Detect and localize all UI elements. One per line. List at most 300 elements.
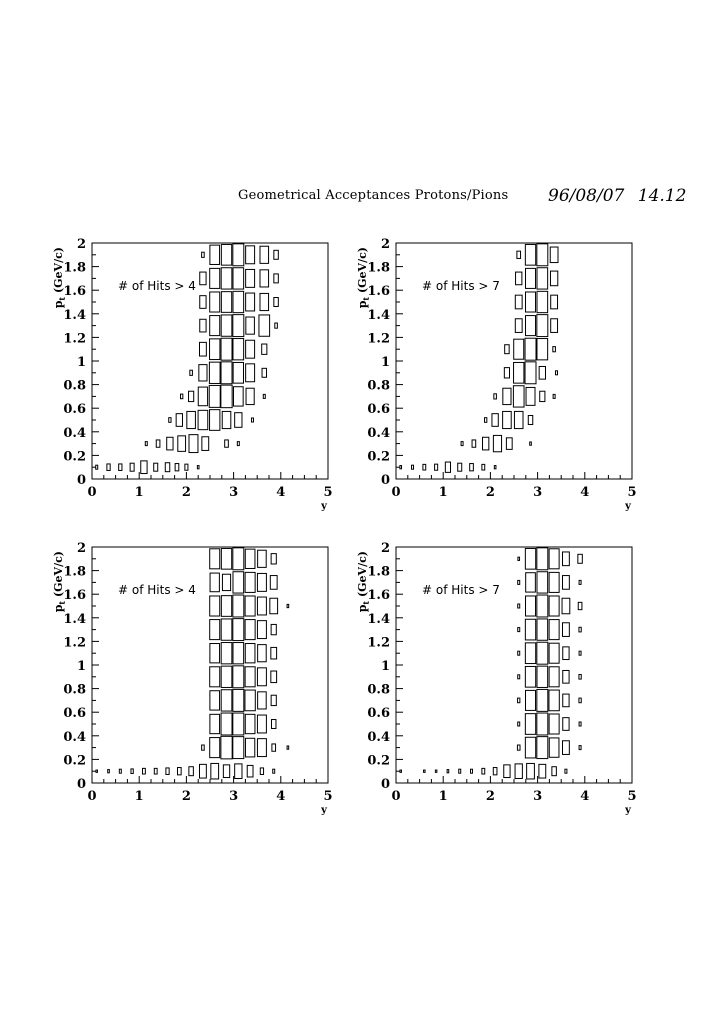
bin-box bbox=[537, 666, 548, 687]
bin-box bbox=[246, 388, 254, 404]
bin-box bbox=[221, 315, 232, 336]
bin-box bbox=[221, 713, 232, 735]
bin-box bbox=[200, 296, 206, 309]
bin-box bbox=[518, 628, 520, 632]
bin-box bbox=[459, 769, 461, 773]
bin-box bbox=[537, 268, 548, 289]
bin-box bbox=[210, 667, 220, 687]
bin-box bbox=[287, 746, 289, 749]
bin-box bbox=[516, 272, 522, 285]
bin-box bbox=[156, 440, 160, 447]
x-tick-label: 4 bbox=[276, 485, 286, 500]
bin-box bbox=[211, 763, 219, 779]
x-tick-label: 3 bbox=[229, 789, 239, 804]
bin-box bbox=[210, 644, 220, 663]
bin-box bbox=[177, 768, 181, 775]
y-tick-label: 1 bbox=[76, 659, 86, 674]
bin-box bbox=[246, 340, 255, 358]
bin-box bbox=[210, 339, 220, 360]
bin-box bbox=[257, 668, 266, 686]
bin-box bbox=[579, 580, 581, 584]
bin-box bbox=[537, 713, 548, 735]
bin-box bbox=[221, 292, 231, 313]
bin-box bbox=[246, 269, 255, 287]
bin-box bbox=[262, 344, 267, 354]
bin-box bbox=[526, 573, 536, 592]
bin-box bbox=[515, 319, 522, 333]
bin-box bbox=[494, 466, 496, 469]
bin-box bbox=[260, 270, 269, 287]
bin-box bbox=[257, 573, 266, 591]
bin-box bbox=[210, 410, 220, 431]
bin-box bbox=[503, 388, 511, 404]
y-tick-label: 0.6 bbox=[63, 706, 86, 722]
figure-title: Geometrical Acceptances Protons/Pions bbox=[238, 188, 509, 203]
y-tick-label: 2 bbox=[76, 541, 86, 556]
x-tick-label: 2 bbox=[181, 789, 191, 804]
bin-box bbox=[562, 623, 569, 637]
bin-box bbox=[222, 574, 230, 590]
bin-box bbox=[530, 442, 532, 445]
bin-box bbox=[526, 690, 536, 710]
bin-box bbox=[493, 435, 501, 451]
bin-box bbox=[210, 245, 220, 264]
bin-box bbox=[233, 572, 244, 593]
x-tick-label: 3 bbox=[229, 485, 239, 500]
bin-box bbox=[107, 464, 110, 471]
bin-box bbox=[525, 643, 535, 664]
bin-box bbox=[525, 737, 535, 758]
bin-box bbox=[233, 244, 244, 266]
x-tick-label: 2 bbox=[485, 485, 495, 500]
y-axis-label: $p_t$ (GeV/c) bbox=[52, 551, 67, 613]
bin-box bbox=[141, 461, 147, 474]
y-tick-label: 0 bbox=[380, 777, 390, 792]
bin-box bbox=[539, 366, 545, 379]
bin-box bbox=[537, 548, 548, 570]
bin-box bbox=[145, 442, 147, 446]
bin-box bbox=[258, 645, 267, 662]
y-tick-label: 1.8 bbox=[63, 564, 86, 580]
bin-box bbox=[553, 347, 556, 352]
bin-box bbox=[96, 770, 98, 772]
bin-box bbox=[233, 595, 244, 617]
bin-box bbox=[525, 548, 535, 569]
hits-annotation: # of Hits > 4 bbox=[118, 583, 196, 597]
bin-box bbox=[199, 764, 206, 778]
y-tick-label: 1.2 bbox=[63, 331, 86, 347]
bin-box bbox=[555, 371, 557, 375]
bin-box bbox=[245, 549, 255, 568]
x-tick-label: 4 bbox=[276, 789, 286, 804]
x-tick-label: 0 bbox=[391, 789, 401, 804]
bin-box bbox=[247, 765, 253, 777]
bin-box bbox=[275, 323, 278, 328]
bin-box bbox=[579, 698, 581, 703]
bin-box bbox=[225, 440, 229, 447]
bin-box bbox=[154, 768, 157, 774]
y-tick-label: 0.6 bbox=[367, 402, 390, 418]
x-axis-label: y bbox=[321, 805, 327, 816]
bin-box bbox=[221, 596, 231, 617]
x-tick-label: 1 bbox=[438, 485, 448, 500]
hits-annotation: # of Hits > 7 bbox=[422, 583, 500, 597]
bin-box bbox=[202, 745, 205, 750]
bin-box bbox=[200, 272, 206, 285]
bin-box bbox=[233, 362, 243, 383]
bin-box bbox=[274, 274, 278, 283]
bin-box bbox=[221, 385, 232, 408]
panel-1 bbox=[52, 237, 333, 512]
bin-box bbox=[537, 244, 548, 266]
bin-box bbox=[245, 596, 255, 616]
bin-box bbox=[552, 767, 556, 776]
bin-box bbox=[178, 436, 186, 452]
bin-box bbox=[221, 736, 232, 759]
y-tick-label: 0 bbox=[76, 473, 86, 488]
y-tick-label: 0.8 bbox=[367, 682, 390, 698]
y-tick-label: 1.2 bbox=[367, 331, 390, 347]
bin-box bbox=[271, 695, 276, 705]
bin-box bbox=[233, 339, 244, 360]
bin-box bbox=[579, 627, 581, 632]
bin-box bbox=[400, 466, 402, 469]
bin-box bbox=[233, 737, 244, 759]
panel-3 bbox=[52, 541, 333, 816]
y-tick-label: 1.2 bbox=[367, 635, 390, 651]
bin-box bbox=[246, 317, 255, 334]
bin-box bbox=[551, 295, 558, 309]
y-tick-label: 1.4 bbox=[367, 611, 390, 627]
x-tick-label: 2 bbox=[181, 485, 191, 500]
y-tick-label: 1.8 bbox=[63, 260, 86, 276]
bin-box bbox=[210, 316, 220, 336]
bin-box bbox=[525, 714, 535, 735]
bin-box bbox=[210, 620, 220, 640]
bin-box bbox=[579, 674, 581, 679]
bin-box bbox=[482, 464, 485, 470]
bin-box bbox=[274, 250, 278, 259]
bin-box bbox=[537, 572, 548, 593]
bin-box bbox=[210, 573, 219, 592]
bin-box bbox=[257, 715, 266, 733]
bin-box bbox=[461, 442, 463, 446]
bin-box bbox=[271, 554, 276, 564]
bin-box bbox=[251, 418, 253, 422]
bin-box bbox=[518, 651, 520, 655]
y-tick-label: 0.4 bbox=[63, 425, 86, 441]
y-tick-label: 1 bbox=[76, 355, 86, 370]
bin-box bbox=[578, 602, 582, 609]
x-tick-label: 5 bbox=[323, 789, 333, 804]
y-tick-label: 1.6 bbox=[63, 284, 86, 300]
bin-box bbox=[198, 410, 208, 429]
bin-box bbox=[119, 464, 122, 471]
bin-box bbox=[221, 666, 232, 687]
y-tick-label: 2 bbox=[76, 237, 86, 252]
y-axis-label: $p_t$ (GeV/c) bbox=[52, 247, 67, 309]
bin-box bbox=[245, 572, 255, 592]
y-tick-label: 1.8 bbox=[367, 260, 390, 276]
bin-box bbox=[258, 692, 267, 709]
bin-box bbox=[526, 316, 536, 336]
panel-4 bbox=[356, 541, 637, 816]
bin-box bbox=[167, 437, 173, 450]
bin-box bbox=[199, 342, 206, 356]
bin-box bbox=[482, 768, 485, 774]
y-tick-label: 0.4 bbox=[367, 425, 390, 441]
bin-box bbox=[514, 339, 524, 359]
y-tick-label: 2 bbox=[380, 541, 390, 556]
bin-box bbox=[551, 319, 558, 333]
bin-box bbox=[270, 576, 277, 590]
bin-box bbox=[210, 738, 220, 758]
bin-box bbox=[233, 387, 243, 406]
bin-box bbox=[233, 291, 244, 312]
bin-box bbox=[246, 246, 255, 264]
bin-box bbox=[562, 741, 569, 755]
bin-box bbox=[189, 391, 194, 401]
bin-box bbox=[119, 769, 121, 773]
bin-box bbox=[233, 268, 244, 289]
bin-box bbox=[550, 271, 557, 286]
bin-box bbox=[175, 464, 179, 471]
bin-box bbox=[272, 744, 276, 751]
hits-annotation: # of Hits > 7 bbox=[422, 279, 500, 293]
bin-box bbox=[233, 689, 244, 711]
bin-box bbox=[447, 770, 449, 773]
bin-box bbox=[537, 339, 548, 360]
bin-box bbox=[494, 394, 497, 399]
bin-box bbox=[563, 694, 569, 707]
bin-box bbox=[537, 737, 548, 759]
bin-box bbox=[539, 764, 546, 778]
bin-box bbox=[549, 643, 559, 663]
x-tick-label: 5 bbox=[627, 789, 637, 804]
bin-box bbox=[563, 718, 569, 731]
bin-box bbox=[210, 292, 220, 312]
bin-box bbox=[189, 435, 198, 453]
bin-box bbox=[493, 768, 497, 775]
bin-box bbox=[271, 624, 276, 634]
bin-box bbox=[223, 765, 229, 778]
bin-box bbox=[198, 387, 207, 406]
bin-box bbox=[166, 768, 169, 775]
bin-box bbox=[492, 414, 498, 427]
bin-box bbox=[221, 548, 231, 569]
bin-box bbox=[246, 364, 255, 382]
bin-box bbox=[181, 394, 183, 399]
bin-box bbox=[525, 244, 535, 265]
bin-box bbox=[237, 442, 239, 446]
bin-box bbox=[108, 770, 110, 773]
bin-box bbox=[549, 572, 559, 592]
bin-box bbox=[527, 763, 535, 779]
bin-box bbox=[505, 345, 509, 354]
bin-box bbox=[210, 691, 220, 710]
bin-box bbox=[221, 244, 231, 265]
x-axis-label: y bbox=[321, 501, 327, 512]
bin-box bbox=[518, 698, 520, 703]
bin-box bbox=[549, 667, 559, 687]
x-tick-label: 0 bbox=[391, 485, 401, 500]
bin-box bbox=[550, 247, 558, 263]
y-tick-label: 0.8 bbox=[367, 378, 390, 394]
bin-box bbox=[526, 387, 535, 405]
bin-box bbox=[553, 394, 555, 398]
bin-box bbox=[549, 738, 559, 757]
bin-box bbox=[245, 667, 255, 687]
bin-box bbox=[245, 644, 255, 663]
bin-box bbox=[515, 295, 522, 309]
bin-box bbox=[504, 765, 510, 778]
bin-box bbox=[257, 739, 266, 757]
y-tick-label: 2 bbox=[380, 237, 390, 252]
bin-box bbox=[518, 580, 520, 584]
bin-box bbox=[549, 690, 559, 711]
x-tick-label: 1 bbox=[134, 789, 144, 804]
x-axis-label: y bbox=[625, 501, 631, 512]
bin-box bbox=[274, 298, 278, 307]
bin-box bbox=[210, 714, 220, 733]
y-tick-label: 0.2 bbox=[63, 753, 86, 769]
x-tick-label: 3 bbox=[533, 789, 543, 804]
bin-box bbox=[518, 557, 520, 560]
bin-box bbox=[210, 549, 220, 569]
y-tick-label: 0.8 bbox=[63, 682, 86, 698]
x-tick-label: 3 bbox=[533, 485, 543, 500]
bin-box bbox=[271, 720, 275, 729]
bin-box bbox=[221, 619, 232, 640]
y-tick-label: 0.4 bbox=[367, 729, 390, 745]
y-axis-label: $p_t$ (GeV/c) bbox=[356, 247, 371, 309]
bin-box bbox=[200, 319, 206, 332]
bin-box bbox=[221, 338, 232, 360]
x-tick-label: 2 bbox=[485, 789, 495, 804]
bin-box bbox=[260, 293, 269, 310]
bin-box bbox=[506, 438, 512, 450]
y-tick-label: 0.2 bbox=[63, 449, 86, 465]
bin-box bbox=[221, 643, 232, 664]
date-stamp: 96/08/07 14.12 bbox=[548, 186, 687, 206]
y-tick-label: 0 bbox=[380, 473, 390, 488]
bin-box bbox=[549, 714, 559, 734]
y-axis-label: $p_t$ (GeV/c) bbox=[356, 551, 371, 613]
bin-box bbox=[287, 604, 289, 607]
bin-box bbox=[245, 714, 255, 733]
bin-box bbox=[199, 365, 207, 381]
bin-box bbox=[537, 291, 548, 312]
bin-box bbox=[445, 462, 450, 472]
bin-box bbox=[485, 418, 487, 423]
bin-box bbox=[260, 246, 269, 263]
x-tick-label: 5 bbox=[323, 485, 333, 500]
bin-box bbox=[549, 549, 559, 569]
bin-box bbox=[525, 362, 536, 384]
bin-box bbox=[169, 418, 171, 423]
bin-box bbox=[518, 722, 520, 726]
bin-box bbox=[210, 596, 220, 616]
bin-box bbox=[245, 738, 254, 757]
bin-box bbox=[257, 597, 266, 615]
y-tick-label: 0.4 bbox=[63, 729, 86, 745]
bin-box bbox=[209, 385, 220, 407]
bin-box bbox=[458, 463, 462, 471]
bin-box bbox=[412, 465, 414, 469]
bin-box bbox=[503, 411, 512, 428]
bin-box bbox=[514, 411, 523, 428]
bin-box bbox=[435, 464, 438, 470]
bin-box bbox=[259, 315, 270, 336]
bin-box bbox=[513, 386, 524, 407]
bin-box bbox=[233, 713, 244, 735]
y-tick-label: 0.2 bbox=[367, 449, 390, 465]
bin-box bbox=[435, 770, 437, 772]
y-tick-label: 1.4 bbox=[63, 307, 86, 323]
bin-box bbox=[130, 463, 134, 471]
bin-box bbox=[579, 722, 581, 726]
bin-box bbox=[504, 368, 509, 378]
bin-box bbox=[423, 464, 426, 470]
bin-box bbox=[131, 769, 133, 774]
bin-box bbox=[221, 690, 232, 711]
x-axis-label: y bbox=[625, 805, 631, 816]
bin-box bbox=[424, 770, 426, 772]
bin-box bbox=[202, 252, 205, 257]
bin-box bbox=[515, 764, 522, 779]
bin-box bbox=[258, 550, 267, 567]
bin-box bbox=[197, 466, 199, 469]
y-tick-label: 1.4 bbox=[63, 611, 86, 627]
bin-box bbox=[471, 769, 473, 773]
y-tick-label: 1.2 bbox=[63, 635, 86, 651]
bin-box bbox=[271, 647, 277, 659]
bin-box bbox=[537, 595, 548, 617]
bin-box bbox=[579, 651, 581, 655]
bin-box bbox=[262, 368, 266, 377]
y-tick-label: 0.6 bbox=[63, 402, 86, 418]
bin-box bbox=[518, 604, 520, 608]
bin-box bbox=[233, 666, 244, 688]
bin-box bbox=[579, 746, 581, 750]
x-tick-label: 1 bbox=[134, 485, 144, 500]
bin-box bbox=[537, 689, 548, 711]
bin-box bbox=[143, 768, 146, 774]
panel-2 bbox=[356, 237, 637, 512]
bin-box bbox=[400, 770, 402, 772]
y-tick-label: 1.6 bbox=[367, 284, 390, 300]
bin-box bbox=[537, 619, 548, 640]
bin-box bbox=[96, 465, 98, 469]
bin-box bbox=[526, 268, 536, 288]
bin-box bbox=[525, 619, 535, 640]
bin-box bbox=[209, 362, 220, 383]
bin-box bbox=[233, 643, 244, 664]
bin-box bbox=[525, 338, 536, 360]
bin-box bbox=[472, 440, 476, 447]
x-tick-label: 0 bbox=[87, 789, 97, 804]
bin-box bbox=[537, 315, 548, 337]
bin-box bbox=[257, 621, 266, 639]
bin-box bbox=[270, 598, 278, 614]
bin-box bbox=[563, 670, 569, 683]
bin-box bbox=[235, 764, 242, 779]
bin-box bbox=[221, 362, 232, 384]
bin-box bbox=[562, 598, 570, 614]
bin-box bbox=[246, 293, 255, 311]
bin-box bbox=[235, 413, 242, 428]
x-tick-label: 0 bbox=[87, 485, 97, 500]
